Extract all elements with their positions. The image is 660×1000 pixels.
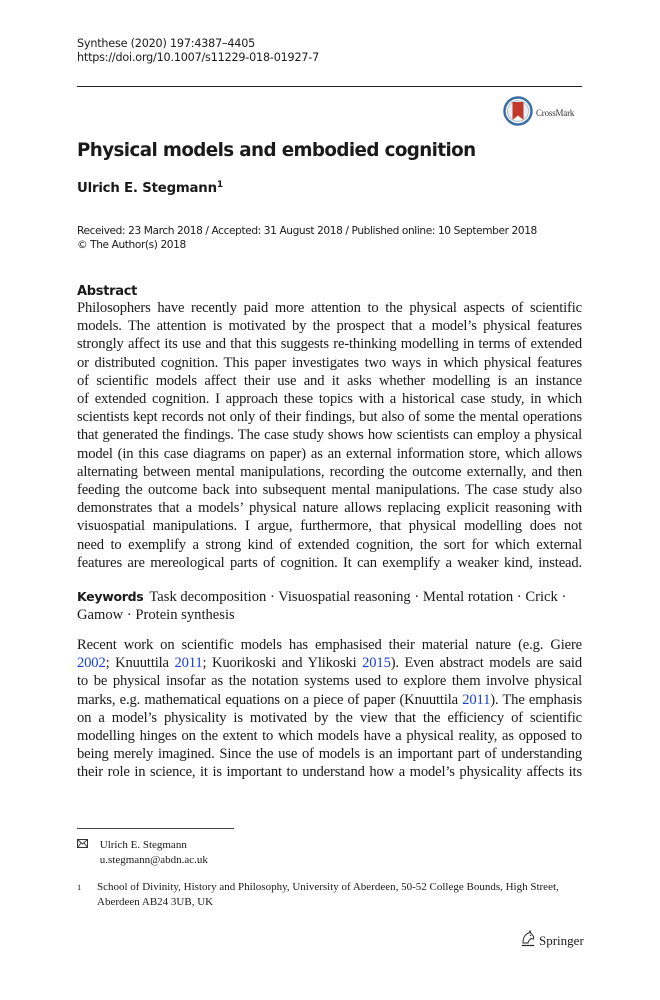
body-line: their role in science, it is important to understand how a model’s physicality affects its (77, 764, 582, 781)
abstract-line: features are mereological parts of cognition. It can exemplify a weaker kind, instead. (77, 554, 582, 571)
article-title: Physical models and embodied cognition (77, 140, 476, 161)
keywords-list: Task decomposition · Visuospatial reasoning · Mental rotation · Crick · (149, 589, 567, 605)
corresponding-author (77, 838, 208, 868)
contact-email[interactable]: u.stegmann@abdn.ac.uk (99, 854, 208, 866)
body-text: ; Kuorikoski and Ylikoski (202, 655, 363, 672)
abstract-line: models. The attention is motivated by the prospect that a model’s physical features (77, 318, 582, 335)
body-line: being merely imagined. Since the use of models is an important part of understanding (77, 746, 582, 763)
body-line (77, 691, 582, 709)
abstract-line: alternating between mental manipulations, recording the outcome externally, and then (77, 463, 582, 480)
author-name[interactable] (77, 180, 223, 196)
affiliation-number: 1 (77, 882, 82, 892)
abstract-line: demonstrates that a models’ physical nature allows replacing explicit reasoning with (77, 500, 582, 517)
keywords-label: Keywords (77, 589, 144, 604)
abstract-line: of extended cognition. I approach these topics with a historical case study, in which (77, 391, 582, 408)
body-line: modelling hinges on the extent to which models have a physical reality, as opposed to (77, 728, 582, 745)
doi-link[interactable]: https://doi.org/10.1007/s11229-018-01927-7 (77, 51, 320, 64)
citation-link-knuuttila-2011[interactable]: 2011 (462, 691, 491, 708)
body-text: ). Even abstract models are said (390, 655, 582, 672)
body-line: to be physical insofar as the notation systems used to explore them involve physical (77, 673, 582, 690)
citation-link-knuuttila-2011[interactable]: 2011 (174, 655, 203, 672)
introduction-body (77, 636, 582, 782)
publication-dates: Received: 23 March 2018 / Accepted: 31 August 2018 / Published online: 10 September 2018 (77, 225, 537, 237)
abstract-line: or distributed cognition. This paper investigates two ways in which physical features (77, 354, 582, 371)
contact-name: Ulrich E. Stegmann (99, 839, 187, 851)
citation-link-giere-2002[interactable]: 2002 (77, 655, 106, 672)
body-line: Recent work on scientific models has emphasised their material nature (e.g. Giere (77, 637, 582, 653)
crossmark-label: CrossMark (536, 108, 575, 118)
copyright-notice: © The Author(s) 2018 (77, 239, 186, 251)
body-text: ; Knuuttila (105, 655, 175, 672)
abstract-line: that generated the findings. The case study shows how scientists can employ a physical (77, 427, 582, 444)
body-line (77, 654, 582, 672)
abstract-line: need to exemplify a strong kind of extended cognition, the sort for which external (77, 536, 582, 553)
affiliation-footnote (77, 880, 587, 910)
publisher-name: Springer (539, 933, 584, 948)
abstract-line: scientists kept records not only of their findings, but also of some the mental operations (77, 409, 582, 426)
journal-citation: Synthese (2020) 197:4387–4405 (77, 37, 256, 50)
keywords-section (77, 588, 582, 624)
author-name-text: Ulrich E. Stegmann (77, 181, 217, 196)
footnote-rule (77, 828, 234, 829)
crossmark-icon (503, 96, 533, 131)
abstract-line: strongly affect its use and that this suggests re-thinking modelling in terms of extended (77, 336, 582, 353)
body-line: on a model’s physicality is motivated by the view that the efficiency of scientific (77, 709, 582, 726)
affiliation-text: School of Divinity, History and Philosophy, University of Aberdeen, 50-52 College Bounds, High Street, Aberdeen AB24 3UB, UK (97, 881, 559, 908)
abstract-line: of scientific models affect their use and it asks whether modelling is an instance (77, 372, 582, 389)
abstract-line: model (in this case diagrams on paper) as an external information store, which allows (77, 445, 582, 462)
abstract-line: visuospatial manipulations. I argue, furthermore, that physical modelling does not (77, 518, 582, 535)
abstract-line: feeding the outcome back into subsequent mental manipulations. The case study also (77, 482, 582, 499)
body-text: marks, e.g. mathematical equations on a piece of paper (Knuuttila (77, 691, 463, 708)
header-rule (77, 86, 582, 87)
abstract-body (77, 299, 582, 572)
publisher-logo (520, 930, 584, 952)
springer-horse-icon (520, 930, 536, 952)
abstract-line: Philosophers have recently paid more attention to the physical aspects of scientific (77, 300, 582, 316)
keywords-list-continued: Gamow · Protein synthesis (77, 607, 235, 624)
body-text: ). The emphasis (490, 691, 582, 708)
envelope-icon (77, 838, 97, 853)
abstract-heading: Abstract (77, 284, 138, 299)
affiliation-marker: 1 (216, 180, 223, 190)
citation-link-kuorikoski-2015[interactable]: 2015 (362, 655, 391, 672)
crossmark-button[interactable] (503, 97, 593, 129)
